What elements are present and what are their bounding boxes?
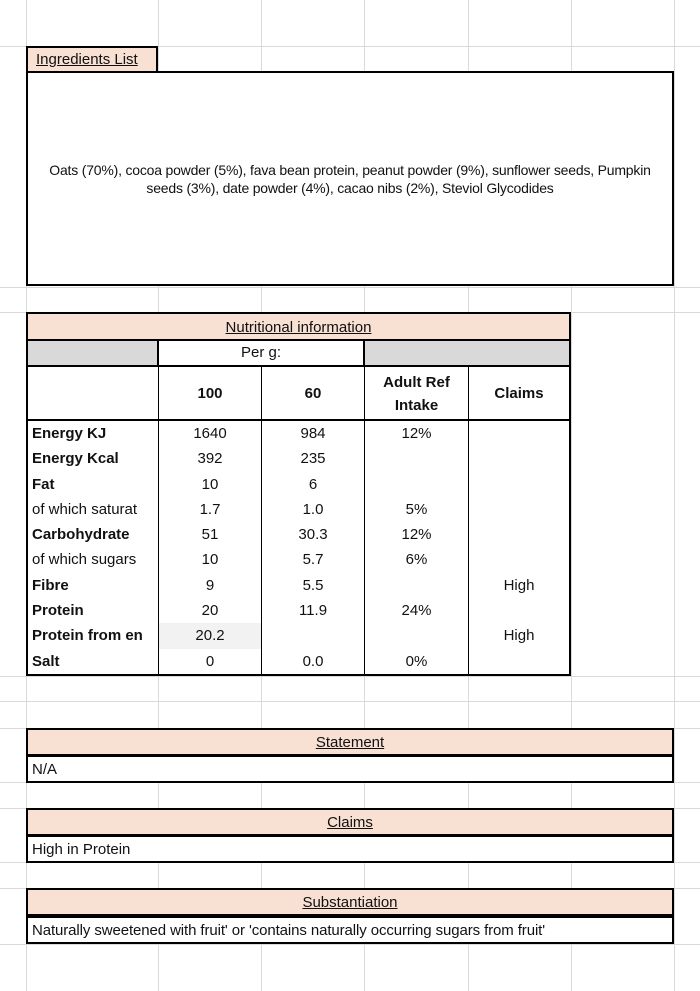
- row-label: Energy Kcal: [28, 446, 159, 471]
- per-label: Per g:: [159, 341, 365, 365]
- row-label: Energy KJ: [28, 421, 159, 446]
- table-row: of which saturat 1.7 1.0 5%: [28, 497, 569, 522]
- ingredients-title: Ingredients List: [26, 46, 158, 72]
- table-row: Salt 0 0.0 0%: [28, 649, 569, 674]
- table-row: Fibre 9 5.5 High: [28, 573, 569, 598]
- row-label: Fat: [28, 472, 159, 497]
- row-label: of which saturat: [28, 497, 159, 522]
- col-100: 100: [159, 367, 262, 419]
- table-row: Energy KJ 1640 984 12%: [28, 421, 569, 446]
- nutrition-title-row: [28, 314, 569, 341]
- ingredients-box: [26, 71, 674, 286]
- row-label: Protein: [28, 598, 159, 623]
- table-row: Energy Kcal 392 235: [28, 446, 569, 471]
- row-label: Fibre: [28, 573, 159, 598]
- table-row: Protein from en 20.2 High: [28, 623, 569, 648]
- claims-text: High in Protein: [26, 835, 674, 863]
- nutrition-title: Nutritional information: [225, 319, 372, 336]
- per-row: [28, 341, 569, 367]
- statement-text: N/A: [26, 755, 674, 783]
- row-label: of which sugars: [28, 547, 159, 572]
- row-label: Protein from en: [28, 623, 159, 648]
- statement-title: Statement: [26, 728, 674, 756]
- ingredients-text: Oats (70%), cocoa powder (5%), fava bean protein, peanut powder (9%), sunflower seeds, Pumpkin seeds (3%), date powder (4%), cacao nibs (2%), Steviol Glycodides: [49, 161, 651, 196]
- column-header-row: [28, 367, 569, 421]
- substantiation-text: Naturally sweetened with fruit' or 'contains naturally occurring sugars from fruit': [26, 916, 674, 944]
- row-label: Salt: [28, 649, 159, 674]
- col-adult-ref-intake: Adult Ref Intake: [365, 367, 469, 419]
- substantiation-title: Substantiation: [26, 888, 674, 916]
- row-label: Carbohydrate: [28, 522, 159, 547]
- col-60: 60: [262, 367, 365, 419]
- nutrition-table: [26, 312, 571, 676]
- table-row: Protein 20 11.9 24%: [28, 598, 569, 623]
- claims-title: Claims: [26, 808, 674, 836]
- table-row: Carbohydrate 51 30.3 12%: [28, 522, 569, 547]
- table-row: of which sugars 10 5.7 6%: [28, 547, 569, 572]
- table-row: Fat 10 6: [28, 472, 569, 497]
- col-claims: Claims: [494, 385, 544, 402]
